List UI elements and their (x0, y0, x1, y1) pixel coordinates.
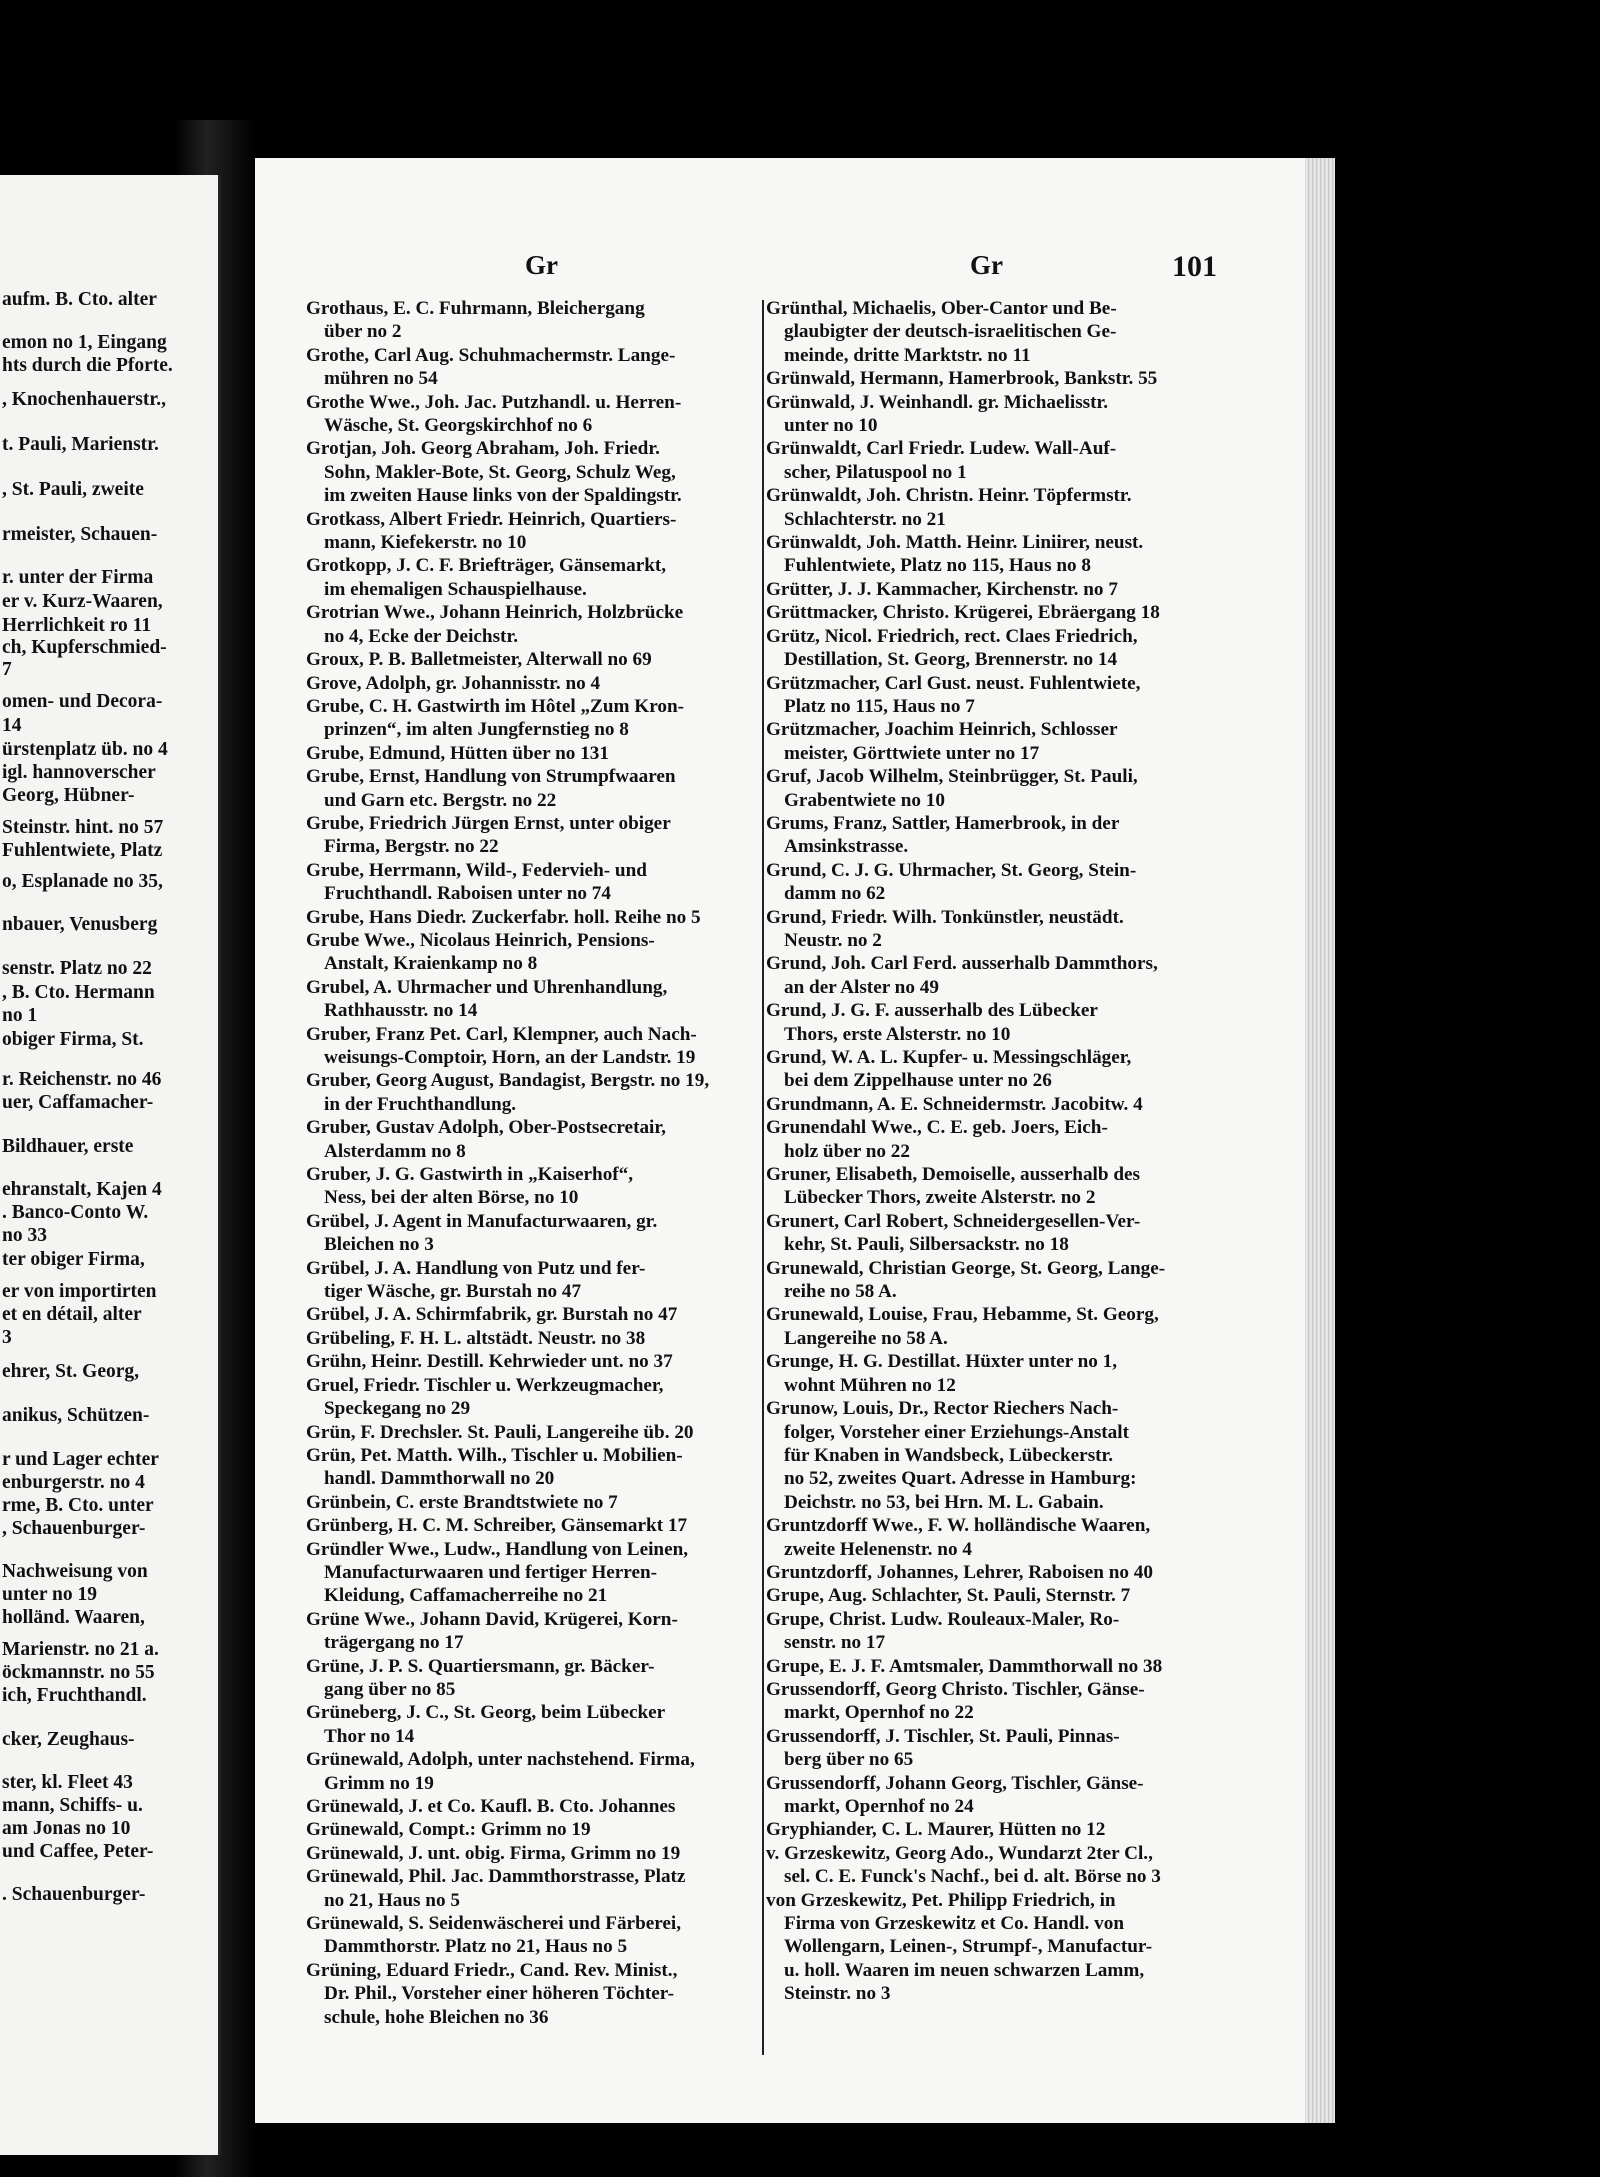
entry-first-line: Grüning, Eduard Friedr., Cand. Rev. Minist., (306, 1959, 678, 1981)
entry-continuation-line: sel. C. E. Funck's Nachf., bei d. alt. Börse no 3 (784, 1866, 1161, 1888)
entry-first-line: Grunewald, Christian George, St. Georg, Lange- (766, 1257, 1166, 1279)
directory-entry (766, 367, 1222, 390)
directory-entry (766, 531, 1222, 578)
entry-first-line: Grüne Wwe., Johann David, Krügerei, Korn- (306, 1608, 678, 1630)
entry-continuation-line: für Knaben in Wandsbeck, Lübeckerstr. (784, 1444, 1114, 1466)
entry-continuation-line: bei dem Zippelhause unter no 26 (784, 1070, 1052, 1092)
facing-page-line: et en détail, alter (2, 1304, 142, 1325)
facing-page-line: unter no 19 (2, 1584, 97, 1605)
entry-first-line: Grunendahl Wwe., C. E. geb. Joers, Eich- (766, 1117, 1108, 1139)
entry-first-line: Grüttmacker, Christo. Krügerei, Ebräergang 18 (766, 602, 1160, 624)
entry-continuation-line: weisungs-Comptoir, Horn, an der Landstr. 19 (324, 1047, 696, 1068)
directory-entry (306, 1069, 761, 1116)
entry-first-line: Gruntzdorff, Johannes, Lehrer, Raboisen no 40 (766, 1561, 1153, 1583)
entry-continuation-line: Wollengarn, Leinen-, Strumpf-, Manufactur- (784, 1936, 1153, 1958)
entry-continuation-line: kehr, St. Pauli, Silbersackstr. no 18 (784, 1234, 1069, 1256)
entry-first-line: Grünwaldt, Carl Friedr. Ludew. Wall-Auf- (766, 438, 1117, 460)
entry-first-line: Grupe, Christ. Ludw. Rouleaux-Maler, Ro- (766, 1608, 1120, 1630)
entry-first-line: Grothaus, E. C. Fuhrmann, Bleichergang (306, 298, 645, 319)
entry-continuation-line: über no 2 (324, 321, 402, 343)
directory-column-left (306, 297, 761, 2029)
entry-first-line: Grotjan, Joh. Georg Abraham, Joh. Friedr. (306, 438, 660, 460)
entry-first-line: Gryphiander, C. L. Maurer, Hütten no 12 (766, 1819, 1106, 1841)
directory-entry (766, 1655, 1222, 1678)
entry-first-line: v. Grzeskewitz, Georg Ado., Wundarzt 2ter Cl., (766, 1842, 1153, 1864)
entry-continuation-line: unter no 10 (784, 415, 878, 437)
directory-entry (306, 297, 761, 344)
entry-first-line: Gruber, J. G. Gastwirth in „Kaiserhof“, (306, 1164, 634, 1186)
directory-entry (306, 1514, 761, 1537)
entry-first-line: Grube, C. H. Gastwirth im Hôtel „Zum Kron- (306, 695, 685, 717)
entry-first-line: Groux, P. B. Balletmeister, Alterwall no 69 (306, 649, 652, 671)
column-divider (762, 300, 764, 2055)
facing-page-line: 3 (2, 1327, 12, 1348)
entry-first-line: Grütter, J. J. Kammacher, Kirchenstr. no 7 (766, 578, 1118, 600)
directory-entry (766, 1397, 1222, 1514)
facing-page-line: . Schauenburger- (2, 1884, 146, 1905)
directory-entry (306, 1257, 761, 1304)
entry-continuation-line: no 21, Haus no 5 (324, 1889, 460, 1911)
entry-first-line: Grund, Friedr. Wilh. Tonkünstler, neustädt. (766, 906, 1124, 928)
entry-first-line: von Grzeskewitz, Pet. Philipp Friedrich, in (766, 1889, 1116, 1911)
entry-continuation-line: Grabentwiete no 10 (784, 789, 945, 811)
entry-first-line: Grotkass, Albert Friedr. Heinrich, Quartiers- (306, 508, 677, 530)
entry-continuation-line: markt, Opernhof no 22 (784, 1702, 974, 1724)
directory-entry (306, 601, 761, 648)
entry-first-line: Grunert, Carl Robert, Schneidergesellen-Ver- (766, 1210, 1141, 1232)
entry-continuation-line: schule, hohe Bleichen no 36 (324, 2006, 549, 2028)
directory-entry (306, 765, 761, 812)
facing-page-line: ter obiger Firma, (2, 1249, 145, 1270)
entry-continuation-line: senstr. no 17 (784, 1632, 886, 1654)
entry-continuation-line: Fuhlentwiete, Platz no 115, Haus no 8 (784, 555, 1092, 577)
entry-first-line: Grussendorff, Johann Georg, Tischler, Gänse- (766, 1772, 1144, 1794)
directory-entry (766, 1818, 1222, 1841)
entry-first-line: Grund, Joh. Carl Ferd. ausserhalb Dammthors, (766, 953, 1158, 975)
entry-first-line: Grütz, Nicol. Friedrich, rect. Claes Friedrich, (766, 625, 1138, 647)
entry-first-line: Grünewald, S. Seidenwäscherei und Färberei, (306, 1913, 682, 1935)
entry-continuation-line: scher, Pilatuspool no 1 (784, 461, 967, 483)
facing-page-line: anikus, Schützen- (2, 1405, 150, 1426)
entry-first-line: Gruber, Franz Pet. Carl, Klempner, auch Nach- (306, 1023, 697, 1045)
entry-first-line: Grünbein, C. erste Brandtstwiete no 7 (306, 1491, 618, 1513)
entry-continuation-line: Steinstr. no 3 (784, 1983, 891, 2005)
facing-page-line: rmeister, Schauen- (2, 524, 158, 545)
facing-page-line: r. unter der Firma (2, 567, 154, 588)
entry-continuation-line: Rathhausstr. no 14 (324, 1000, 478, 1022)
directory-entry (306, 1421, 761, 1444)
directory-entry (306, 1350, 761, 1373)
directory-entry (766, 1514, 1222, 1561)
directory-entry (766, 625, 1222, 672)
entry-first-line: Gruf, Jacob Wilhelm, Steinbrügger, St. Pauli, (766, 766, 1138, 788)
entry-continuation-line: folger, Vorsteher einer Erziehungs-Anstalt (784, 1421, 1129, 1443)
facing-page-line: Fuhlentwiete, Platz (2, 840, 163, 861)
directory-entry (306, 437, 761, 507)
entry-first-line: Gruber, Georg August, Bandagist, Bergstr. no 19, (306, 1070, 710, 1092)
entry-first-line: Grube, Friedrich Jürgen Ernst, unter obiger (306, 812, 671, 834)
entry-continuation-line: Neustr. no 2 (784, 929, 882, 951)
entry-first-line: Grün, F. Drechsler. St. Pauli, Langereihe üb. 20 (306, 1421, 694, 1443)
entry-continuation-line: Ness, bei der alten Börse, no 10 (324, 1187, 579, 1209)
entry-first-line: Grünwaldt, Joh. Matth. Heinr. Liniirer, neust. (766, 532, 1144, 554)
entry-continuation-line: gang über no 85 (324, 1678, 456, 1700)
entry-first-line: Grundmann, A. E. Schneidermstr. Jacobitw. 4 (766, 1093, 1143, 1115)
facing-page-line: ürstenplatz üb. no 4 (2, 739, 168, 760)
entry-first-line: Grube, Hans Diedr. Zuckerfabr. holl. Reihe no 5 (306, 906, 701, 928)
facing-page-line: Marienstr. no 21 a. (2, 1639, 159, 1660)
entry-continuation-line: holz über no 22 (784, 1140, 910, 1162)
directory-entry (306, 1608, 761, 1655)
directory-entry (306, 695, 761, 742)
entry-first-line: Grübel, J. Agent in Manufacturwaaren, gr. (306, 1210, 658, 1232)
entry-first-line: Grünewald, J. et Co. Kaufl. B. Cto. Johannes (306, 1796, 676, 1817)
entry-first-line: Grund, W. A. L. Kupfer- u. Messingschläger, (766, 1047, 1132, 1068)
directory-entry (766, 952, 1222, 999)
entry-first-line: Grübeling, F. H. L. altstädt. Neustr. no 38 (306, 1327, 646, 1349)
entry-first-line: Gruner, Elisabeth, Demoiselle, ausserhalb des (766, 1164, 1140, 1186)
entry-continuation-line: damm no 62 (784, 883, 886, 905)
entry-first-line: Grüneberg, J. C., St. Georg, beim Lübecker (306, 1702, 666, 1724)
entry-continuation-line: glaubigter der deutsch-israelitischen Ge- (784, 321, 1117, 343)
directory-entry (766, 672, 1222, 719)
directory-entry (766, 1584, 1222, 1607)
facing-page-line: no 33 (2, 1225, 47, 1246)
directory-entry (306, 1912, 761, 1959)
directory-entry (306, 1491, 761, 1514)
entry-continuation-line: Wäsche, St. Georgskirchhof no 6 (324, 415, 593, 437)
directory-entry (766, 1561, 1222, 1584)
entry-continuation-line: in der Fruchthandlung. (324, 1093, 517, 1115)
entry-first-line: Grünwald, Hermann, Hamerbrook, Bankstr. 55 (766, 368, 1158, 390)
facing-page-line: , Schauenburger- (2, 1518, 146, 1539)
entry-continuation-line: berg über no 65 (784, 1749, 914, 1771)
facing-page-line: igl. hannoverscher (2, 762, 156, 783)
entry-continuation-line: Destillation, St. Georg, Brennerstr. no 14 (784, 649, 1118, 671)
entry-first-line: Grützmacher, Carl Gust. neust. Fuhlentwiete, (766, 672, 1141, 694)
facing-page-line: uer, Caffamacher- (2, 1092, 154, 1113)
entry-first-line: Grünewald, J. unt. obig. Firma, Grimm no 19 (306, 1842, 681, 1864)
entry-first-line: Grübel, J. A. Handlung von Putz und fer- (306, 1257, 646, 1279)
entry-first-line: Gruel, Friedr. Tischler u. Werkzeugmacher, (306, 1374, 664, 1396)
directory-entry (766, 1093, 1222, 1116)
entry-first-line: Grünwald, J. Weinhandl. gr. Michaelisstr. (766, 391, 1109, 413)
entry-continuation-line: zweite Helenenstr. no 4 (784, 1538, 972, 1560)
directory-entry (766, 906, 1222, 953)
entry-continuation-line: markt, Opernhof no 24 (784, 1796, 974, 1817)
entry-first-line: Grubel, A. Uhrmacher und Uhrenhandlung, (306, 976, 668, 998)
entry-continuation-line: Amsinkstrasse. (784, 836, 909, 858)
facing-page-line: o, Esplanade no 35, (2, 871, 163, 892)
directory-entry (766, 484, 1222, 531)
facing-page-line: cker, Zeughaus- (2, 1729, 135, 1750)
directory-entry (306, 1023, 761, 1070)
facing-page-line: obiger Firma, St. (2, 1029, 144, 1050)
entry-continuation-line: Firma, Bergstr. no 22 (324, 836, 499, 858)
entry-continuation-line: prinzen“, im alten Jungfernstieg no 8 (324, 719, 629, 741)
directory-entry (306, 648, 761, 671)
facing-page-line: omen- und Decora- (2, 691, 163, 712)
directory-entry (766, 1257, 1222, 1304)
directory-entry (306, 1865, 761, 1912)
entry-first-line: Grünewald, Compt.: Grimm no 19 (306, 1819, 591, 1841)
facing-page-line: ich, Fruchthandl. (2, 1685, 147, 1706)
directory-entry (306, 1210, 761, 1257)
directory-entry (766, 1678, 1222, 1725)
entry-continuation-line: Alsterdamm no 8 (324, 1140, 466, 1162)
directory-entry (306, 1795, 761, 1818)
facing-page-line: und Caffee, Peter- (2, 1841, 154, 1862)
entry-first-line: Grussendorff, J. Tischler, St. Pauli, Pinnas- (766, 1725, 1120, 1747)
running-head-right: Gr (970, 250, 1003, 280)
directory-entry (766, 1046, 1222, 1093)
facing-page-line: , Knochenhauerstr., (2, 389, 166, 410)
facing-page-line: ehranstalt, Kajen 4 (2, 1179, 162, 1200)
entry-continuation-line: meister, Görttwiete unter no 17 (784, 742, 1040, 764)
entry-continuation-line: Manufacturwaaren und fertiger Herren- (324, 1561, 658, 1583)
directory-entry (306, 1701, 761, 1748)
facing-page-line: er von importirten (2, 1281, 157, 1302)
facing-page-line: enburgerstr. no 4 (2, 1472, 145, 1493)
directory-entry (766, 1163, 1222, 1210)
facing-page-line: senstr. Platz no 22 (2, 958, 152, 979)
directory-entry (766, 1303, 1222, 1350)
entry-continuation-line: meinde, dritte Marktstr. no 11 (784, 344, 1031, 366)
entry-continuation-line: Platz no 115, Haus no 7 (784, 695, 975, 717)
facing-page-line: öckmannstr. no 55 (2, 1662, 155, 1683)
directory-entry (766, 1210, 1222, 1257)
entry-first-line: Grube, Ernst, Handlung von Strumpfwaaren (306, 766, 676, 788)
directory-entry (306, 344, 761, 391)
directory-entry (766, 1116, 1222, 1163)
directory-entry (766, 1889, 1222, 2006)
entry-first-line: Grube Wwe., Nicolaus Heinrich, Pensions- (306, 929, 655, 951)
directory-entry (306, 1116, 761, 1163)
directory-entry (766, 1725, 1222, 1772)
entry-first-line: Grünwaldt, Joh. Christn. Heinr. Töpfermstr. (766, 485, 1132, 507)
entry-continuation-line: no 52, zweites Quart. Adresse in Hamburg: (784, 1468, 1137, 1490)
facing-page-line: hts durch die Pforte. (2, 355, 173, 376)
entry-continuation-line: mühren no 54 (324, 368, 438, 390)
entry-continuation-line: Lübecker Thors, zweite Alsterstr. no 2 (784, 1187, 1096, 1209)
facing-page-line: rme, B. Cto. unter (2, 1495, 154, 1516)
entry-first-line: Grün, Pet. Matth. Wilh., Tischler u. Mobilien- (306, 1444, 683, 1466)
directory-entry (306, 391, 761, 438)
facing-page-line: r. Reichenstr. no 46 (2, 1069, 162, 1090)
facing-page-line: . Banco-Conto W. (2, 1202, 149, 1223)
directory-entry (306, 554, 761, 601)
directory-entry (766, 1350, 1222, 1397)
facing-page-line: ster, kl. Fleet 43 (2, 1772, 133, 1793)
facing-page-line: ch, Kupferschmied- (2, 637, 167, 658)
facing-page-line: Herrlichkeit ro 11 (2, 615, 152, 636)
entry-continuation-line: trägergang no 17 (324, 1632, 464, 1654)
entry-first-line: Gruntzdorff Wwe., F. W. holländische Waaren, (766, 1515, 1151, 1537)
entry-first-line: Grunewald, Louise, Frau, Hebamme, St. Georg, (766, 1304, 1159, 1326)
directory-entry (766, 718, 1222, 765)
entry-first-line: Gründler Wwe., Ludw., Handlung von Leinen, (306, 1538, 689, 1560)
entry-continuation-line: tiger Wäsche, gr. Burstah no 47 (324, 1281, 582, 1303)
entry-first-line: Grünberg, H. C. M. Schreiber, Gänsemarkt 17 (306, 1515, 688, 1537)
entry-first-line: Grühn, Heinr. Destill. Kehrwieder unt. no 37 (306, 1351, 673, 1373)
entry-continuation-line: wohnt Mühren no 12 (784, 1374, 956, 1396)
directory-entry (306, 1959, 761, 2029)
facing-page-line: holländ. Waaren, (2, 1607, 145, 1628)
directory-entry (306, 508, 761, 555)
entry-continuation-line: Thor no 14 (324, 1725, 415, 1747)
entry-continuation-line: Anstalt, Kraienkamp no 8 (324, 953, 538, 975)
entry-continuation-line: Dr. Phil., Vorsteher einer höheren Töchter- (324, 1983, 674, 2005)
facing-page-line: Nachweisung von (2, 1561, 148, 1582)
entry-continuation-line: Dammthorstr. Platz no 21, Haus no 5 (324, 1936, 628, 1958)
entry-first-line: Grupe, Aug. Schlachter, St. Pauli, Sternstr. 7 (766, 1585, 1131, 1607)
entry-continuation-line: handl. Dammthorwall no 20 (324, 1468, 555, 1490)
entry-first-line: Grove, Adolph, gr. Johannisstr. no 4 (306, 672, 601, 694)
facing-page-line: no 1 (2, 1005, 38, 1026)
directory-entry (766, 859, 1222, 906)
directory-entry (306, 812, 761, 859)
entry-continuation-line: no 4, Ecke der Deichstr. (324, 625, 519, 647)
directory-entry (306, 1538, 761, 1608)
entry-continuation-line: mann, Kiefekerstr. no 10 (324, 532, 527, 554)
entry-continuation-line: im zweiten Hause links von der Spaldingstr. (324, 485, 682, 507)
entry-first-line: Grund, C. J. G. Uhrmacher, St. Georg, Stein- (766, 859, 1137, 881)
entry-first-line: Grunow, Louis, Dr., Rector Riechers Nach- (766, 1398, 1119, 1420)
directory-entry (306, 1163, 761, 1210)
directory-entry (766, 391, 1222, 438)
facing-page-line: , St. Pauli, zweite (2, 479, 144, 500)
directory-entry (306, 976, 761, 1023)
entry-first-line: Gruber, Gustav Adolph, Ober-Postsecretair, (306, 1117, 666, 1139)
directory-entry (766, 1772, 1222, 1819)
directory-entry (306, 1842, 761, 1865)
facing-page-line: 14 (2, 715, 22, 736)
entry-first-line: Grünthal, Michaelis, Ober-Cantor und Be- (766, 298, 1117, 319)
entry-continuation-line: u. holl. Waaren im neuen schwarzen Lamm, (784, 1959, 1145, 1981)
entry-continuation-line: Bleichen no 3 (324, 1234, 434, 1256)
facing-page-line: mann, Schiffs- u. (2, 1795, 143, 1816)
entry-first-line: Grotrian Wwe., Johann Heinrich, Holzbrücke (306, 602, 684, 624)
facing-page-fragment (0, 175, 221, 2155)
directory-entry (306, 929, 761, 976)
directory-entry (766, 1608, 1222, 1655)
entry-first-line: Grube, Edmund, Hütten über no 131 (306, 742, 609, 764)
facing-page-line: r und Lager echter (2, 1449, 159, 1470)
facing-page-line: 7 (2, 659, 12, 680)
directory-entry (306, 742, 761, 765)
directory-entry (306, 1655, 761, 1702)
directory-entry (306, 1748, 761, 1795)
directory-entry (306, 1374, 761, 1421)
entry-first-line: Grotkopp, J. C. F. Briefträger, Gänsemarkt, (306, 555, 667, 577)
directory-entry (766, 437, 1222, 484)
entry-continuation-line: reihe no 58 A. (784, 1281, 897, 1303)
directory-entry (766, 812, 1222, 859)
entry-first-line: Grützmacher, Joachim Heinrich, Schlosser (766, 719, 1118, 741)
directory-entry (766, 601, 1222, 624)
facing-page-line: nbauer, Venusberg (2, 914, 158, 935)
entry-first-line: Grüne, J. P. S. Quartiersmann, gr. Bäcker- (306, 1655, 655, 1677)
facing-page-line: ehrer, St. Georg, (2, 1361, 140, 1382)
entry-first-line: Grunge, H. G. Destillat. Hüxter unter no 1, (766, 1351, 1118, 1373)
directory-entry (766, 765, 1222, 812)
facing-page-line: t. Pauli, Marienstr. (2, 434, 159, 455)
entry-continuation-line: Deichstr. no 53, bei Hrn. M. L. Gabain. (784, 1491, 1104, 1513)
facing-page-line: emon no 1, Eingang (2, 332, 167, 353)
entry-continuation-line: Thors, erste Alsterstr. no 10 (784, 1023, 1011, 1045)
directory-entry (306, 1444, 761, 1491)
directory-entry (306, 672, 761, 695)
page-number: 101 (1172, 250, 1217, 283)
entry-first-line: Grothe Wwe., Joh. Jac. Putzhandl. u. Herren- (306, 391, 682, 413)
entry-first-line: Grübel, J. A. Schirmfabrik, gr. Burstah no 47 (306, 1304, 678, 1326)
entry-continuation-line: Speckegang no 29 (324, 1398, 471, 1420)
facing-page-line: Steinstr. hint. no 57 (2, 817, 164, 838)
facing-page-line: Bildhauer, erste (2, 1136, 134, 1157)
directory-column-right (766, 297, 1222, 2006)
directory-entry (306, 906, 761, 929)
entry-continuation-line: Schlachterstr. no 21 (784, 508, 946, 530)
entry-continuation-line: und Garn etc. Bergstr. no 22 (324, 789, 557, 811)
entry-continuation-line: an der Alster no 49 (784, 976, 939, 998)
entry-continuation-line: Sohn, Makler-Bote, St. Georg, Schulz Weg, (324, 461, 676, 483)
entry-continuation-line: Firma von Grzeskewitz et Co. Handl. von (784, 1913, 1125, 1935)
entry-first-line: Grupe, E. J. F. Amtsmaler, Dammthorwall no 38 (766, 1655, 1163, 1677)
entry-first-line: Grünewald, Phil. Jac. Dammthorstrasse, Platz (306, 1866, 686, 1888)
facing-page-line: am Jonas no 10 (2, 1818, 131, 1839)
entry-first-line: Grussendorff, Georg Christo. Tischler, Gänse- (766, 1678, 1145, 1700)
facing-page-line: Georg, Hübner- (2, 785, 135, 806)
facing-page-line: , B. Cto. Hermann (2, 982, 155, 1003)
entry-continuation-line: Grimm no 19 (324, 1772, 434, 1794)
directory-entry (766, 1842, 1222, 1889)
entry-first-line: Grund, J. G. F. ausserhalb des Lübecker (766, 1000, 1098, 1022)
entry-first-line: Grünewald, Adolph, unter nachstehend. Firma, (306, 1749, 695, 1771)
entry-continuation-line: im ehemaligen Schauspielhause. (324, 578, 587, 600)
directory-entry (766, 999, 1222, 1046)
directory-entry (766, 297, 1222, 367)
running-head-left: Gr (525, 250, 558, 280)
entry-first-line: Grums, Franz, Sattler, Hamerbrook, in der (766, 812, 1120, 834)
entry-continuation-line: Fruchthandl. Raboisen unter no 74 (324, 883, 611, 905)
directory-entry (306, 1818, 761, 1841)
directory-entry (766, 578, 1222, 601)
directory-entry (306, 1303, 761, 1326)
directory-entry (306, 1327, 761, 1350)
facing-page-line: er v. Kurz-Waaren, (2, 591, 163, 612)
entry-continuation-line: Langereihe no 58 A. (784, 1327, 948, 1349)
facing-page-line: aufm. B. Cto. alter (2, 289, 157, 310)
page-edges (1305, 158, 1335, 2123)
entry-first-line: Grube, Herrmann, Wild-, Federvieh- und (306, 859, 647, 881)
entry-first-line: Grothe, Carl Aug. Schuhmachermstr. Lange- (306, 344, 676, 366)
entry-continuation-line: Kleidung, Caffamacherreihe no 21 (324, 1585, 608, 1607)
directory-entry (306, 859, 761, 906)
